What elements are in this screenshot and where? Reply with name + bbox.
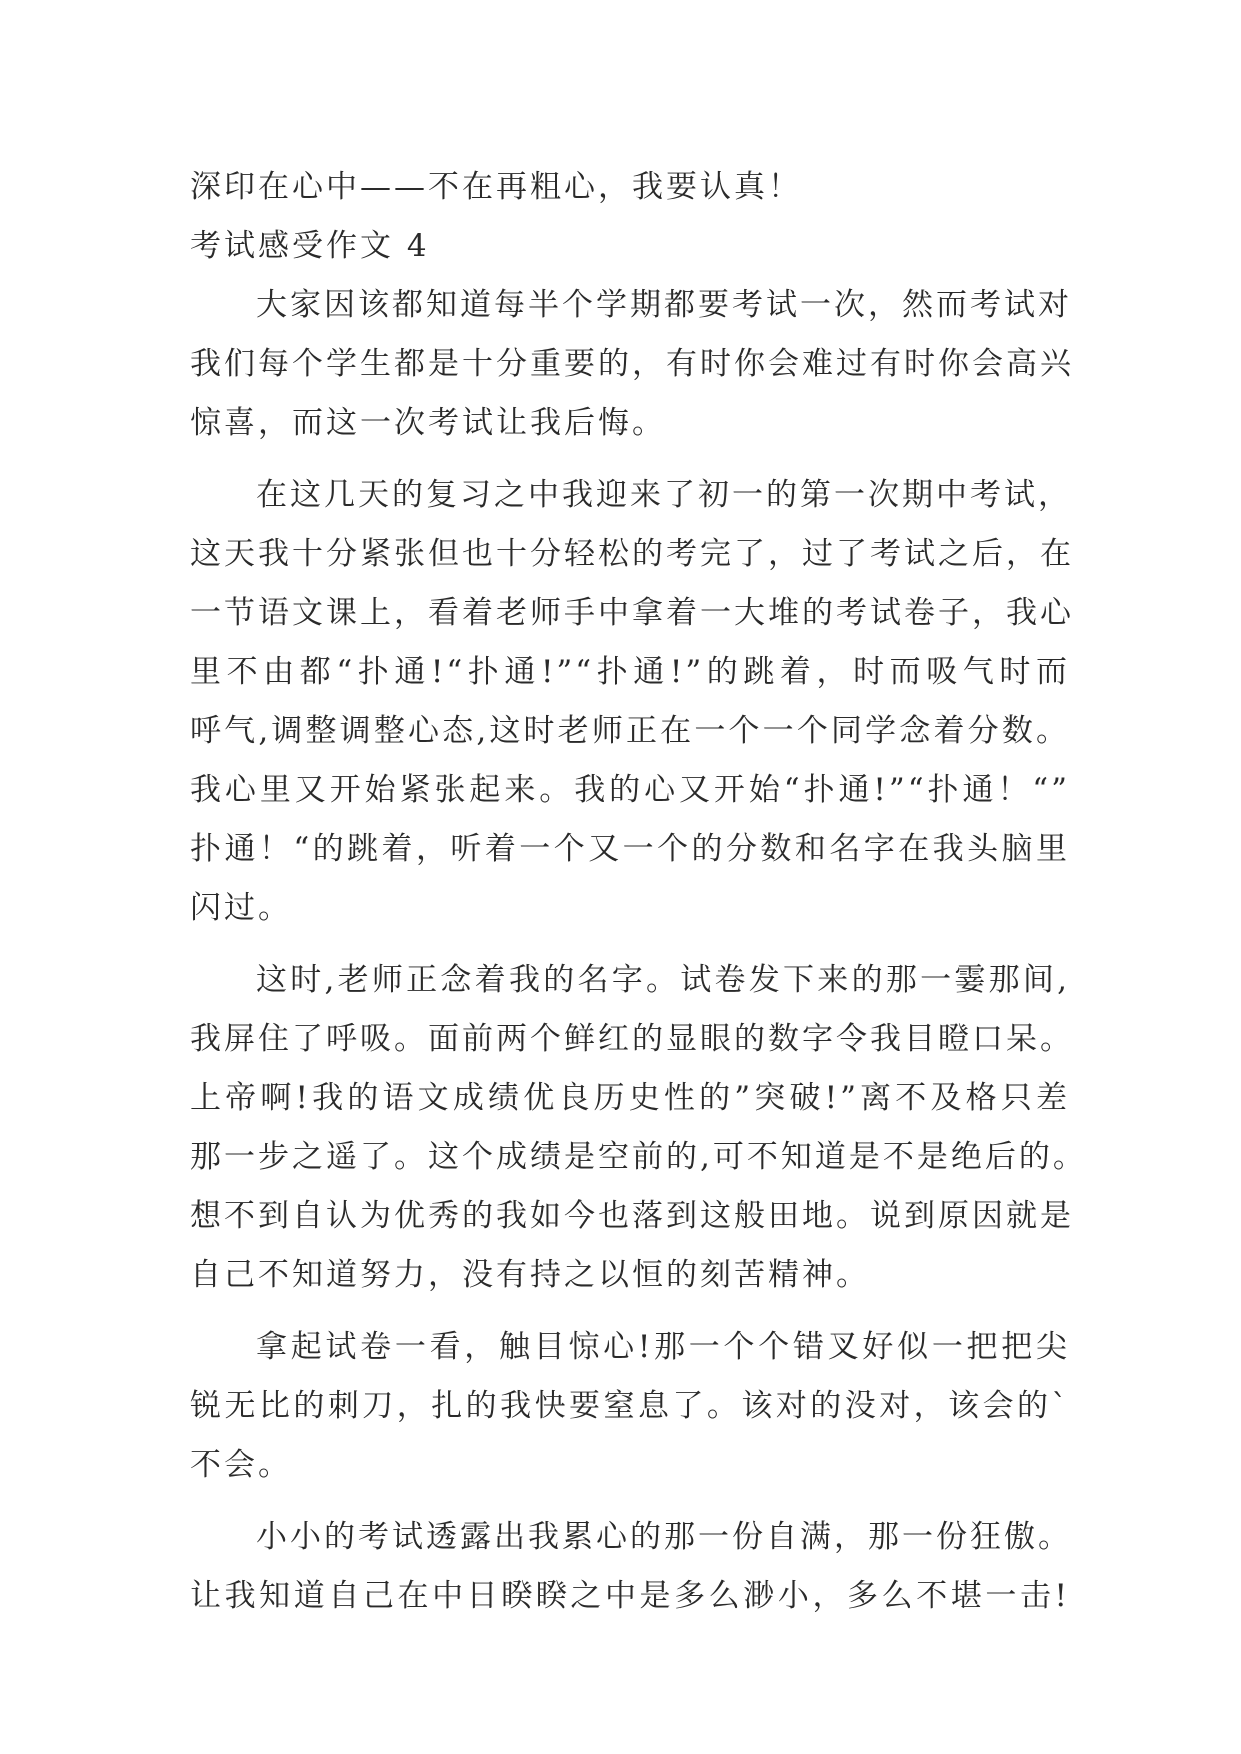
text-line: 闪过。 [190,890,292,926]
text-line: 让我知道自己在中日睽睽之中是多么渺小，多么不堪一击! [190,1578,1070,1614]
text-line: 一节语文课上，看着老师手中拿着一大堆的考试卷子，我心 [190,595,1074,631]
text-line: 里不由都“扑通!“扑通!”“扑通!”的跳着，时而吸气时而 [190,654,1070,690]
text-line: 深印在心中——不在再粗心，我要认真！ [190,169,802,205]
text-line: 这天我十分紧张但也十分轻松的考完了，过了考试之后，在 [190,536,1074,572]
paragraph-gap [190,453,1070,466]
text-line: 在这几天的复习之中我迎来了初一的第一次期中考试， [256,477,1072,513]
paragraph-gap [190,938,1070,951]
text-line: 我们每个学生都是十分重要的，有时你会难过有时你会高兴 [190,346,1074,382]
paragraph-gap [190,1495,1070,1508]
text-line: 小小的考试透露出我累心的那一份自满，那一份狂傲。 [256,1519,1072,1555]
essay-body [190,158,1087,1626]
text-line: 扑通！“的跳着，听着一个又一个的分数和名字在我头脑里 [190,831,1070,867]
text-line: 拿起试卷一看，触目惊心!那一个个错叉好似一把把尖 [256,1329,1070,1365]
paragraph-gap [190,1305,1070,1318]
text-line: 惊喜，而这一次考试让我后悔。 [190,405,666,441]
text-line: 自己不知道努力，没有持之以恒的刻苦精神。 [190,1257,870,1293]
text-line: 锐无比的刺刀，扎的我快要窒息了。该对的没对，该会的` [190,1388,1070,1424]
text-line: 上帝啊!我的语文成绩优良历史性的”突破!”离不及格只差 [190,1080,1070,1116]
text-line: 不会。 [190,1447,292,1483]
text-line: 我屏住了呼吸。面前两个鲜红的显眼的数字令我目瞪口呆。 [190,1021,1074,1057]
text-line: 想不到自认为优秀的我如今也落到这般田地。说到原因就是 [190,1198,1074,1234]
text-line: 我心里又开始紧张起来。我的心又开始“扑通!”“扑通！“” [190,772,1070,808]
text-line: 大家因该都知道每半个学期都要考试一次，然而考试对 [256,287,1072,323]
essay-title: 考试感受作文 4 [190,228,430,264]
text-line: 那一步之遥了。这个成绩是空前的,可不知道是不是绝后的。 [190,1139,1087,1175]
text-line: 呼气,调整调整心态,这时老师正在一个一个同学念着分数。 [190,713,1070,749]
text-line: 这时,老师正念着我的名字。试卷发下来的那一霎那间, [256,962,1070,998]
